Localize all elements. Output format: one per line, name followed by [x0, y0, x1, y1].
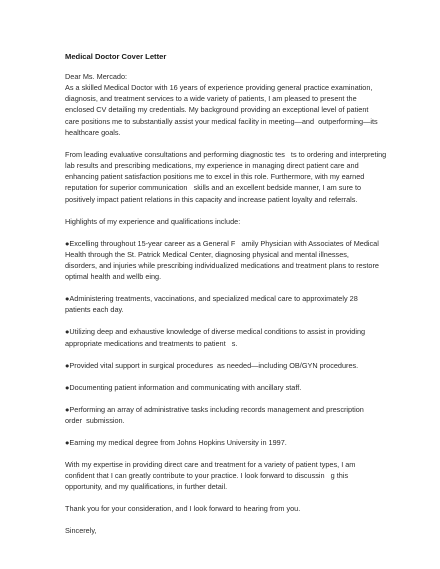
intro-line: healthcare goals. — [65, 127, 121, 137]
intro-line: enclosed CV detailing my credentials. My background providing an exceptional level of patient — [65, 105, 369, 115]
signoff: Sincerely, — [65, 526, 97, 536]
bullet-line: ●Performing an array of administrative tasks including records management and prescription — [65, 404, 364, 414]
thanks-line: Thank you for your consideration, and I look forward to hearing from you. — [65, 504, 301, 514]
bullet-item — [65, 293, 370, 315]
experience-line: positively impact patient relations in this capacity and increase patient loyalty and referrals. — [65, 194, 358, 204]
closing-line: confident that I can greatly contribute to your practice. I look forward to discussin g this — [65, 470, 349, 480]
bullet-line: ●Provided vital support in surgical procedures as needed—including OB/GYN procedures. — [65, 360, 359, 370]
experience-line: From leading evaluative consultations and performing diagnostic tes ts to ordering and interpreting — [65, 149, 387, 159]
salutation: Dear Ms. Mercado: — [65, 71, 128, 81]
closing-paragraph — [65, 459, 370, 493]
intro-line: As a skilled Medical Doctor with 16 years of experience providing general practice examination, — [65, 82, 373, 92]
document-title: Medical Doctor Cover Letter — [65, 52, 167, 61]
bullet-line: order submission. — [65, 415, 125, 425]
bullet-line: ●Earning my medical degree from Johns Hopkins University in 1997. — [65, 437, 287, 447]
bullet-item — [65, 382, 370, 393]
intro-paragraph — [65, 82, 378, 138]
bullet-line: ●Utilizing deep and exhaustive knowledge of diverse medical conditions to assist in providing — [65, 327, 366, 337]
experience-line: lab results and prescribing medications, my experience in managing direct patient care and — [65, 160, 359, 170]
bullet-item — [65, 437, 370, 448]
highlights-intro: Highlights of my experience and qualifications include: — [65, 216, 241, 226]
bullet-line: Health through the St. Patrick Medical Center, diagnosing physical and mental illnesses, — [65, 249, 349, 259]
intro-line: care positions me to substantially assist your medical facility in meeting—and outperforming—its — [65, 116, 378, 126]
bullet-item — [65, 238, 379, 283]
bullet-line: ●Administering treatments, vaccinations, and specialized medical care to approximately 28 — [65, 294, 358, 304]
closing-line: With my expertise in providing direct care and treatment for a variety of patient types, I am — [65, 459, 356, 469]
bullet-line: ●Excelling throughout 15-year career as a General F amily Physician with Associates of Medical — [65, 238, 379, 248]
bullet-item — [65, 404, 370, 426]
closing-line: opportunity, and my qualifications, in further detail. — [65, 482, 228, 492]
bullet-item — [65, 360, 370, 371]
bullet-line: disorders, and injuries while prescribing individualized medications and treatment plans to restore — [65, 260, 379, 270]
bullet-line: appropriate medications and treatments to patient s. — [65, 338, 238, 348]
bullet-line: patients each day. — [65, 305, 124, 315]
experience-line: enhancing patient satisfaction positions me to excel in this role. Furthermore, with my earned — [65, 172, 365, 182]
experience-line: reputation for superior communication skills and an excellent bedside manner, I am sure to — [65, 183, 362, 193]
experience-paragraph — [65, 149, 387, 205]
intro-line: diagnosis, and treatment services to a wide variety of patients, I am pleased to present the — [65, 94, 357, 104]
bullet-item — [65, 326, 370, 348]
bullet-line: ●Documenting patient information and communicating with ancillary staff. — [65, 382, 302, 392]
bullet-line: optimal health and wellb eing. — [65, 272, 162, 282]
